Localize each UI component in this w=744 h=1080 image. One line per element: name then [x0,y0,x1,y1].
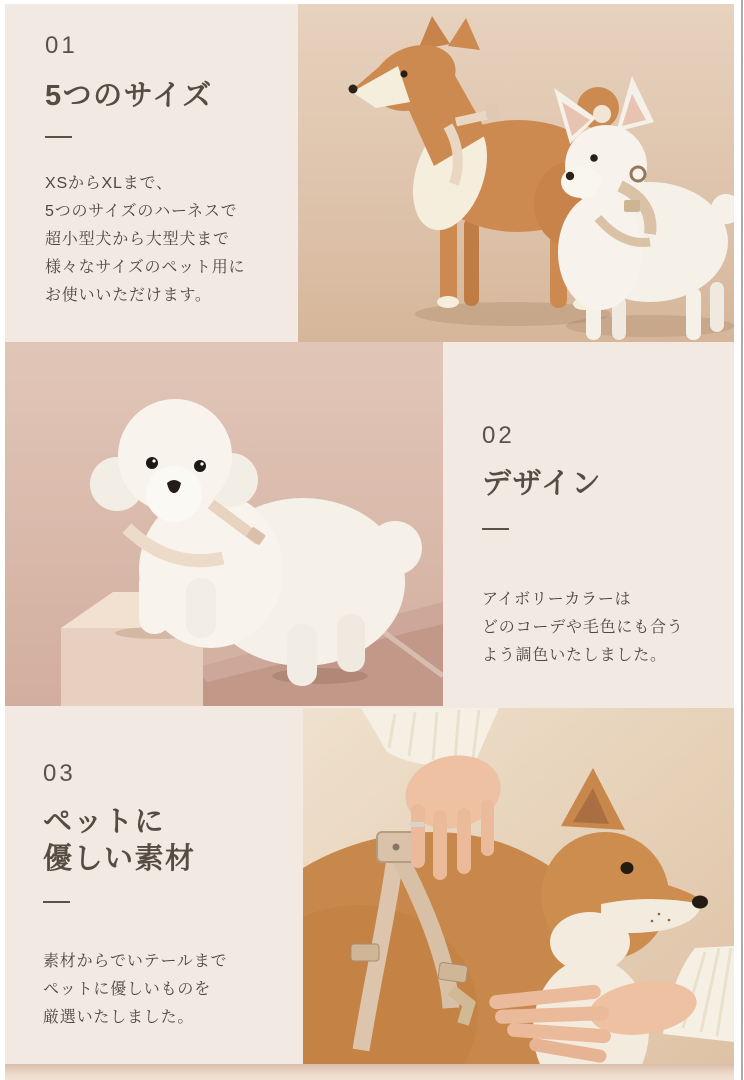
section-number: 02 [482,422,515,449]
section-body: XSからXLまで、 5つのサイズのハーネスで 超小型犬から大型犬まで 様々なサイズのペット用に お使いいただけます。 [45,175,246,304]
photo-material-hands [303,708,734,1064]
dogs-sizes-illustration [298,4,734,342]
feature-section-sizes [45,34,245,310]
feature-section-material [43,762,227,1032]
photo-dog-design [5,342,443,706]
photo-dogs-sizes [298,4,734,342]
ring [409,822,425,827]
section-divider [45,136,72,138]
section-number: 01 [45,32,78,59]
section-title: デザイン [482,468,602,500]
next-section-edge [5,1064,734,1080]
section-title: 5つのサイズ [45,80,213,112]
section-divider [482,528,509,530]
section-body: アイボリーカラーは どのコーデや毛色にも合う よう調色いたしました。 [482,591,684,664]
section-title: ペットに 優しい素材 [43,806,196,875]
dog-design-illustration [5,342,443,706]
section-body: 素材からでいテールまで ペットに優しいものを 厳選いたしました。 [43,953,228,1026]
feature-section-design [482,424,684,670]
scrollbar[interactable] [741,0,743,1080]
material-hands-illustration [303,708,734,1064]
section-number: 03 [43,760,76,787]
section-divider [43,901,70,903]
